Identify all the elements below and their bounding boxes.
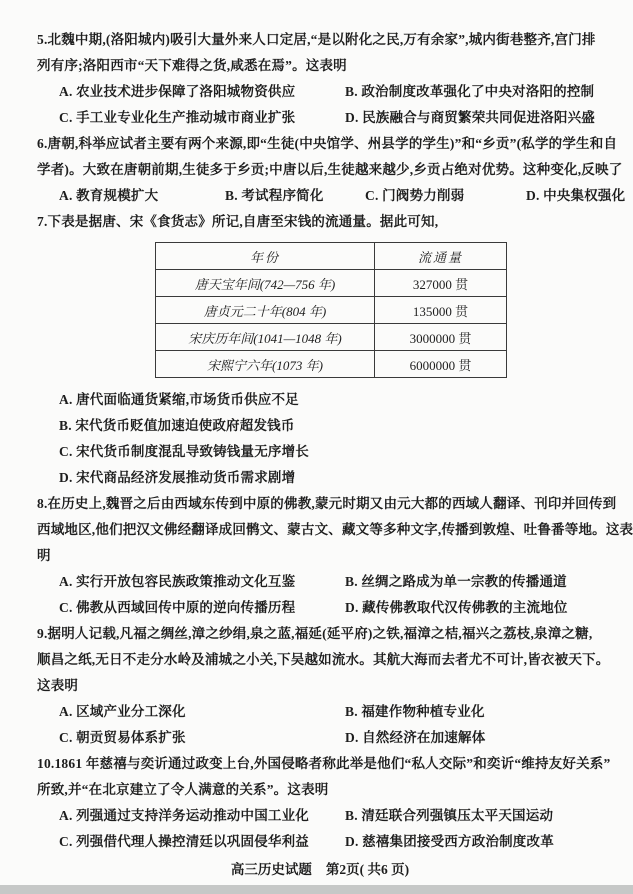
option-10-a: A. 列强通过支持洋务运动推动中国工业化	[59, 808, 309, 823]
option-7-c: C. 宋代货币制度混乱导致铸钱量无序增长	[59, 444, 309, 459]
option-5-b: B. 政治制度改革强化了中央对洛阳的控制	[345, 84, 595, 99]
table-header-row	[156, 243, 507, 270]
currency-circulation-table	[155, 242, 507, 378]
option-10-d: D. 慈禧集团接受西方政治制度改革	[345, 834, 554, 849]
option-6-a: A. 教育规模扩大	[59, 188, 159, 203]
option-9-c: C. 朝贡贸易体系扩张	[59, 730, 186, 745]
question-7	[37, 209, 603, 491]
option-5-c: C. 手工业专业化生产推动城市商业扩张	[59, 110, 296, 125]
table-cell-year: 唐天宝年间(742—756 年)	[156, 270, 375, 297]
option-9-b: B. 福建作物种植专业化	[345, 704, 485, 719]
question-5	[37, 27, 603, 131]
question-10-options-row-1	[37, 803, 603, 829]
page-number: 第2页( 共6 页)	[325, 862, 410, 877]
option-5-a: A. 农业技术进步保障了洛阳城物资供应	[59, 84, 296, 99]
option-6-b: B. 考试程序简化	[225, 188, 324, 203]
question-5-stem-line-1: 5.北魏中期,(洛阳城内)吸引大量外来人口定居,“是以附化之民,万有余家”,城内街巷整齐,宫门排	[37, 32, 596, 47]
table-cell-amount: 6000000 贯	[375, 351, 507, 378]
option-7-a: A. 唐代面临通货紧缩,市场货币供应不足	[59, 392, 299, 407]
option-7-b: B. 宋代货币贬值加速迫使政府超发钱币	[59, 418, 295, 433]
option-5-d: D. 民族融合与商贸繁荣共同促进洛阳兴盛	[345, 110, 595, 125]
question-7-stem: 7.下表是据唐、宋《食货志》所记,自唐至宋钱的流通量。据此可知,	[37, 214, 439, 229]
table-cell-amount: 3000000 贯	[375, 324, 507, 351]
table-row	[156, 351, 507, 378]
option-6-d: D. 中央集权强化	[526, 188, 626, 203]
question-9-stem-line-2: 顺昌之纸,无日不走分水岭及浦城之小关,下吴越如流水。其航大海而去者尤不可计,皆衣被天下。	[37, 652, 610, 667]
question-6-options-row	[37, 183, 626, 209]
table-cell-year: 唐贞元二十年(804 年)	[156, 297, 375, 324]
table-cell-year: 宋庆历年间(1041—1048 年)	[156, 324, 375, 351]
question-6	[37, 131, 626, 209]
table-cell-amount: 327000 贯	[375, 270, 507, 297]
question-5-options-row-2	[37, 105, 603, 131]
question-10-options-row-2	[37, 829, 603, 855]
option-10-b: B. 清廷联合列强镇压太平天国运动	[345, 808, 554, 823]
question-6-stem-line-2: 学者)。大致在唐朝前期,生徒多于乡贡;中唐以后,生徒越来越少,乡贡占绝对优势。这种变化,反映了	[37, 162, 623, 177]
question-9-options-row-2	[37, 725, 603, 751]
question-9-options-row-1	[37, 699, 603, 725]
question-10	[37, 751, 611, 855]
question-8-options-row-1	[37, 569, 603, 595]
option-8-b: B. 丝绸之路成为单一宗教的传播通道	[345, 574, 567, 589]
scan-edge-bar	[0, 885, 633, 894]
question-6-stem-line-1: 6.唐朝,科举应试者主要有两个来源,即“生徒(中央馆学、州县学的学生)”和“乡贡”(私学的学生和自	[37, 136, 618, 151]
question-5-options-row-1	[37, 79, 603, 105]
option-9-a: A. 区域产业分工深化	[59, 704, 186, 719]
question-10-stem-line-2: 所致,并“在北京建立了令人满意的关系”。这表明	[37, 782, 329, 797]
table-header-year: 年份	[156, 243, 375, 270]
question-5-stem-line-2: 列有序;洛阳西市“天下难得之货,咸悉在焉”。这表明	[37, 58, 347, 73]
option-7-d: D. 宋代商品经济发展推动货币需求剧增	[59, 470, 296, 485]
question-9	[37, 621, 610, 751]
question-9-stem-line-3: 这表明	[37, 678, 79, 693]
option-8-d: D. 藏传佛教取代汉传佛教的主流地位	[345, 600, 568, 615]
table-cell-amount: 135000 贯	[375, 297, 507, 324]
exam-title: 高三历史试题	[230, 862, 312, 877]
table-cell-year: 宋熙宁六年(1073 年)	[156, 351, 375, 378]
question-8-stem-line-2: 西域地区,他们把汉文佛经翻译成回鹘文、蒙古文、藏文等多种文字,传播到敦煌、吐鲁番等地。这表	[37, 522, 633, 537]
question-8-options-row-2	[37, 595, 603, 621]
question-8-stem-line-3: 明	[37, 548, 51, 563]
table-row	[156, 324, 507, 351]
question-8-stem-line-1: 8.在历史上,魏晋之后由西域东传到中原的佛教,蒙元时期又由元大都的西域人翻译、刊印并回传到	[37, 496, 617, 511]
table-row	[156, 270, 507, 297]
question-8	[37, 491, 633, 621]
option-9-d: D. 自然经济在加速解体	[345, 730, 486, 745]
question-10-stem-line-1: 10.1861 年慈禧与奕䜣通过政变上台,外国侵略者称此举是他们“私人交际”和奕䜣“维持友好关系”	[37, 756, 611, 771]
option-8-a: A. 实行开放包容民族政策推动文化互鉴	[59, 574, 296, 589]
table-header-amount: 流通量	[375, 243, 507, 270]
table-row	[156, 297, 507, 324]
page-footer	[37, 857, 603, 883]
option-10-c: C. 列强借代理人操控清廷以巩固侵华利益	[59, 834, 309, 849]
option-8-c: C. 佛教从西域回传中原的逆向传播历程	[59, 600, 296, 615]
option-6-c: C. 门阀势力削弱	[365, 188, 465, 203]
question-9-stem-line-1: 9.据明人记载,凡福之绸丝,漳之纱绢,泉之蓝,福延(延平府)之铁,福漳之桔,福兴之荔枝,泉漳之糖,	[37, 626, 593, 641]
